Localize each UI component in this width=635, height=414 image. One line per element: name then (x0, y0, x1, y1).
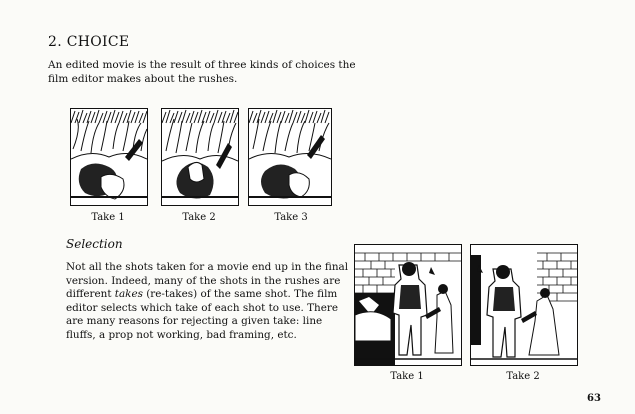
selection-paragraph (66, 261, 351, 343)
take-1-caption: Take 1 (91, 212, 125, 223)
selection-text-takes: takes (114, 288, 143, 301)
selection-text-part-1: Not all the shots taken for a movie end up in the final version. Indeed, many of the shots in the rushes are different (66, 261, 349, 301)
section-heading: 2. CHOICE (48, 34, 130, 50)
take-2-scene-illustration (470, 244, 578, 366)
take-1-illustration (70, 108, 148, 206)
page-number: 63 (587, 393, 601, 404)
take-3-illustration (248, 108, 332, 206)
take-1-scene-illustration (354, 244, 462, 366)
scene-take-1-caption: Take 1 (390, 371, 424, 382)
intro-paragraph: An edited movie is the result of three kinds of choices the film editor makes about the rushes. (48, 59, 356, 85)
selection-title: Selection (66, 237, 123, 251)
take-3-caption: Take 3 (274, 212, 308, 223)
take-2-caption: Take 2 (182, 212, 216, 223)
take-2-illustration (161, 108, 239, 206)
scene-take-2-caption: Take 2 (506, 371, 540, 382)
selection-text-part-2: (re-takes) of the same shot. The film editor selects which take of each shot to use. There are many reasons for rejecting a given take: line fluffs, a prop not working, bad framing, etc. (66, 288, 338, 341)
